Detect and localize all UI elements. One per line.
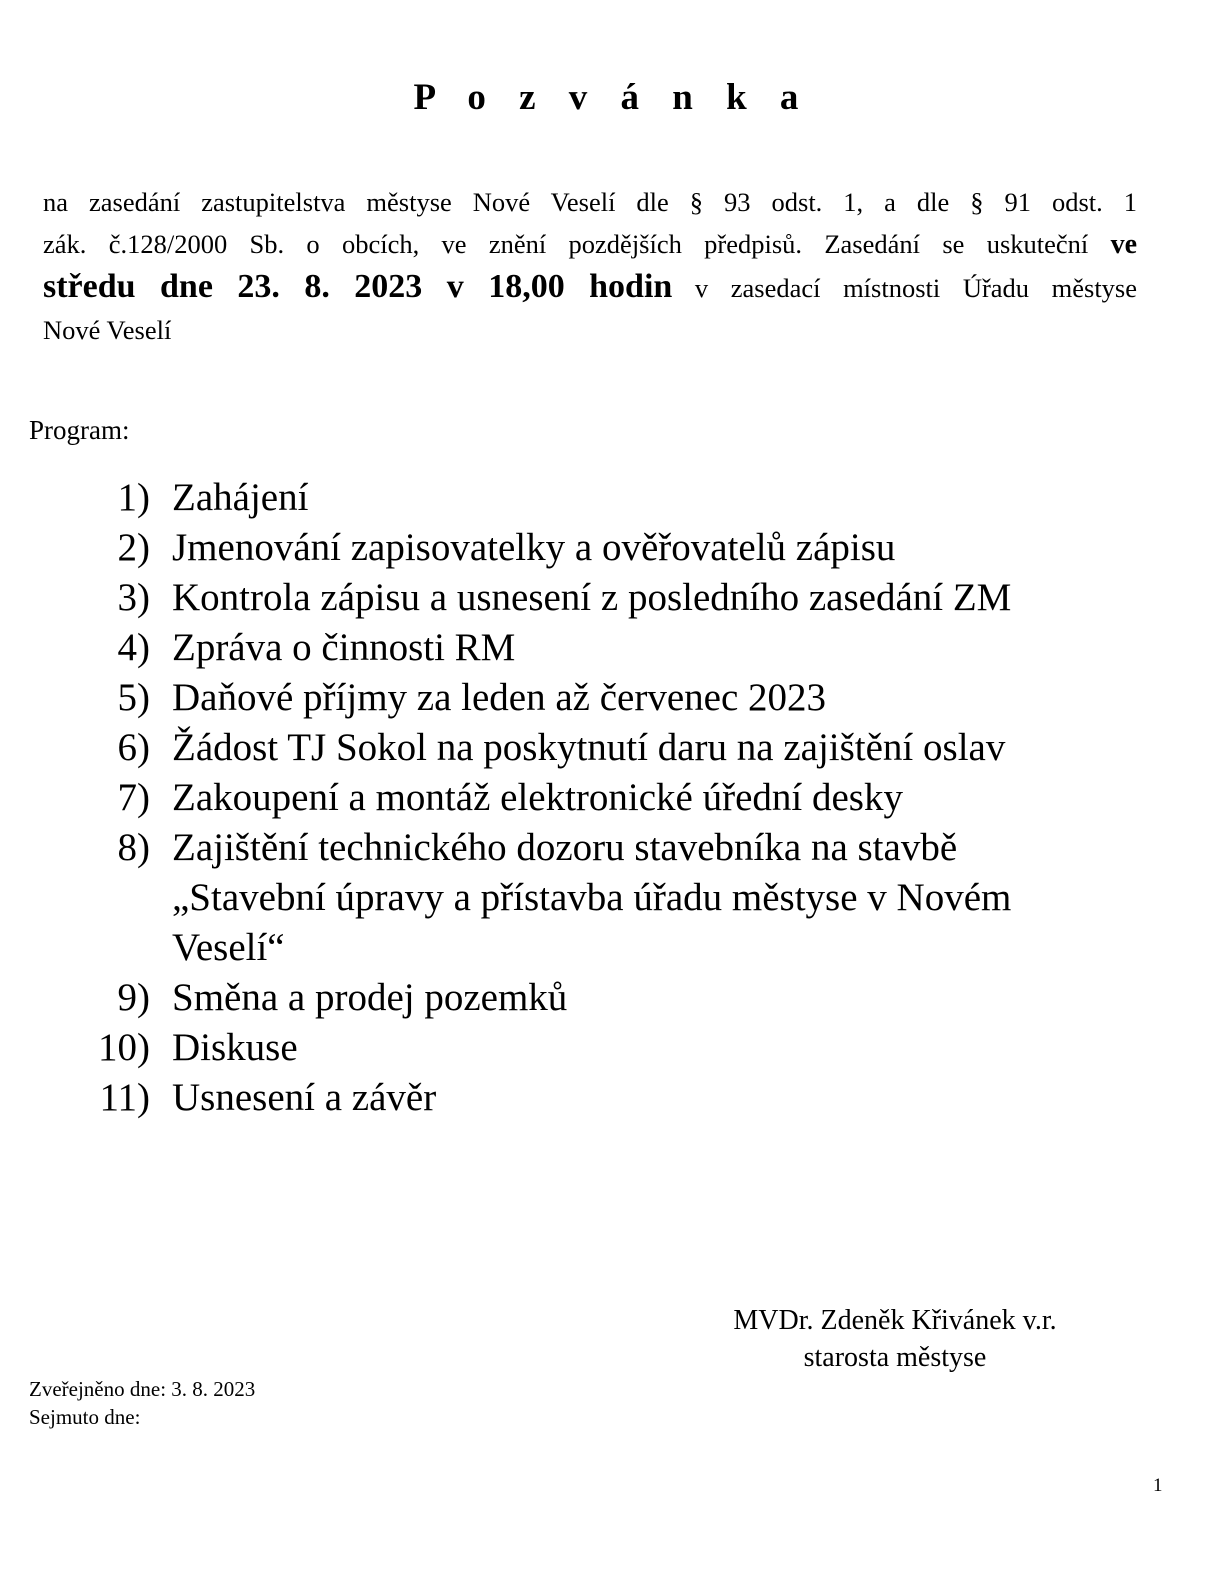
- program-item: [88, 473, 1188, 523]
- meeting-date-time: středu dne 23. 8. 2023 v 18,00 hodin: [43, 268, 673, 305]
- program-item: [88, 523, 1188, 573]
- program-item-number: 10): [98, 1026, 150, 1069]
- program-list: [88, 473, 1188, 1123]
- page-number: 1: [1153, 1475, 1163, 1496]
- program-item-text: Zakoupení a montáž elektronické úřední desky: [172, 776, 903, 819]
- program-item-number: 9): [117, 976, 150, 1019]
- published-date: Zveřejněno dne: 3. 8. 2023: [29, 1377, 256, 1401]
- program-item: [88, 573, 1188, 623]
- program-item-text: Zpráva o činnosti RM: [172, 626, 516, 669]
- document-title: P o z v á n k a: [413, 77, 811, 118]
- signature-block: [700, 1302, 1090, 1376]
- program-item-number: 6): [117, 726, 150, 769]
- program-item: [88, 773, 1188, 823]
- program-item: [88, 973, 1188, 1023]
- program-item-number: 7): [117, 776, 150, 819]
- program-item-text: „Stavební úpravy a přístavba úřadu městyse v Novém: [172, 876, 1012, 919]
- program-item-text: Zajištění technického dozoru stavebníka na stavbě: [172, 826, 958, 869]
- publication-info: [29, 1375, 255, 1431]
- program-item-text: Daňové příjmy za leden až červenec 2023: [172, 676, 827, 719]
- program-item-number: 1): [117, 476, 150, 519]
- program-item-text: Kontrola zápisu a usnesení z posledního zasedání ZM: [172, 576, 1012, 619]
- program-item-text: Žádost TJ Sokol na poskytnutí daru na zajištění oslav: [172, 726, 1006, 769]
- program-item-text: Zahájení: [172, 476, 309, 519]
- signatory-role: starosta městyse: [803, 1342, 987, 1373]
- program-item-text: Jmenování zapisovatelky a ověřovatelů zápisu: [172, 526, 896, 569]
- program-item: [88, 623, 1188, 673]
- program-item-number: 11): [99, 1076, 150, 1119]
- program-item-number: 4): [117, 626, 150, 669]
- intro-line-3: [43, 266, 1137, 309]
- program-item: [88, 723, 1188, 773]
- program-item-text: Směna a prodej pozemků: [172, 976, 568, 1019]
- program-item-number: 3): [117, 576, 150, 619]
- intro-line-2-text: zák. č.128/2000 Sb. o obcích, ve znění pozdějších předpisů. Zasedání se uskuteční: [43, 229, 1089, 259]
- program-item: [88, 1023, 1188, 1073]
- program-item: [88, 673, 1188, 723]
- meeting-location: v zasedací místnosti Úřadu městyse: [694, 273, 1138, 303]
- program-item-text: Veselí“: [172, 926, 285, 969]
- intro-line-1: na zasedání zastupitelstva městyse Nové Veselí dle § 93 odst. 1, a dle § 91 odst. 1: [43, 187, 1137, 217]
- program-item: [88, 823, 1188, 973]
- invitation-intro: [43, 181, 1137, 351]
- program-item-text: Diskuse: [172, 1026, 298, 1069]
- signatory-name: MVDr. Zdeněk Křivánek v.r.: [733, 1305, 1057, 1336]
- program-item-number: 5): [117, 676, 150, 719]
- program-item: [88, 1073, 1188, 1123]
- program-item-number: 8): [117, 826, 150, 869]
- intro-line-4: Nové Veselí: [43, 315, 172, 345]
- removed-date: Sejmuto dne:: [29, 1405, 141, 1429]
- intro-line-2-bold: ve: [1110, 229, 1138, 260]
- program-item-number: 2): [117, 526, 150, 569]
- program-label: Program:: [29, 415, 130, 445]
- intro-line-2: [43, 223, 1137, 266]
- program-item-text: Usnesení a závěr: [172, 1076, 437, 1119]
